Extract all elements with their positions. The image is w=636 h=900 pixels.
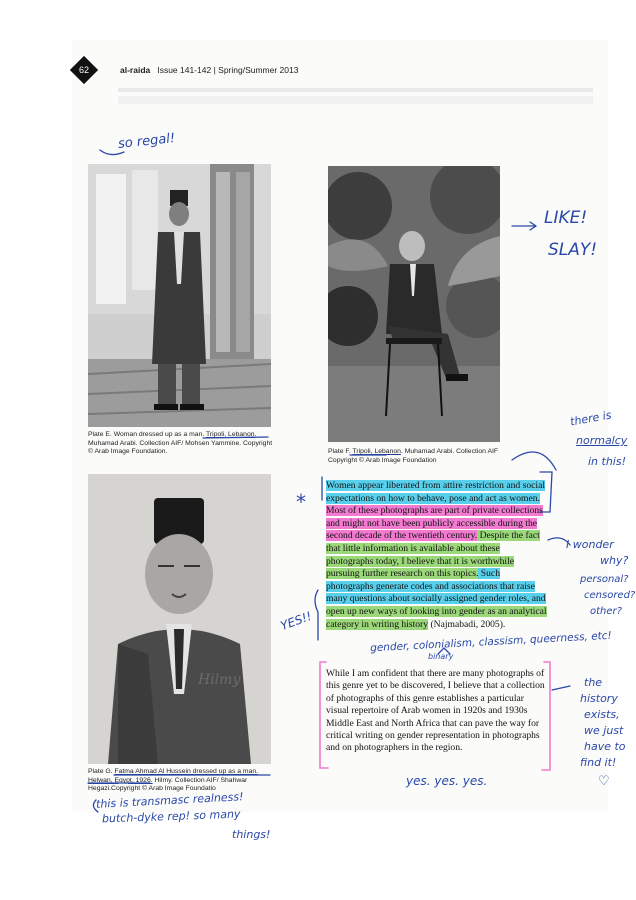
note-gender-list: gender, colonialism, classism, queerness, etc!	[369, 629, 613, 655]
note-yes: YES!!	[278, 608, 314, 634]
plate-g-photo	[88, 474, 271, 764]
note-slay: SLAY!	[548, 240, 598, 260]
note-history-5: have to	[584, 740, 626, 753]
note-normalcy-2: normalcy	[576, 434, 628, 447]
citation: (Najmabadi, 2005).	[428, 618, 506, 630]
plate-e-photo	[88, 164, 271, 427]
note-normalcy-3: in this!	[588, 455, 627, 468]
plate-f-caption-rest: . Muhamad Arabi. Collection AIF Copyright © Arab Image Foundation	[328, 448, 499, 464]
note-like: LIKE!	[544, 208, 588, 228]
note-wonder-5: other?	[590, 606, 622, 617]
body-paragraph-1	[326, 480, 548, 631]
issue-info: Issue 141-142 | Spring/Summer 2013	[157, 65, 299, 75]
note-transmasc-1: this is transmasc realness!	[95, 790, 244, 811]
plate-g-caption	[88, 768, 278, 794]
journal-title	[120, 65, 298, 75]
note-normalcy-1: there is	[569, 408, 613, 429]
plate-e-caption-place: Tripoli, Lebanon	[206, 431, 255, 438]
plate-g-caption-place: Fatma Ahmad Al Hussein dressed up as a man. Helwan, Egypt, 1926.	[88, 768, 259, 784]
note-so-regal: so regal!	[117, 131, 176, 152]
note-binary: binary	[428, 652, 454, 661]
highlight-green-2: open up new ways of looking into gender as an analytical category in writing history	[326, 605, 547, 630]
header-rule	[118, 88, 593, 92]
highlight-cyan-1: Women appear liberated from attire restriction and social expectations on how to behave, pose and act as women.	[326, 480, 545, 504]
body-paragraph-2: While I am confident that there are many photographs of this genre yet to be discovered, I believe that a collection of photographs of this genre establishes a particular visual repertoire of Arab women in 1920s and 1930s Middle East and North Africa that can pave the way for critical writing on gender representation in photographs and on photographers in the region.	[326, 668, 545, 754]
plate-e-caption	[88, 431, 278, 457]
note-transmasc-2: butch-dyke rep! so many	[101, 807, 241, 826]
note-star: *	[296, 490, 306, 514]
note-history-3: exists,	[584, 708, 620, 721]
svg-text:Hilmy: Hilmy	[198, 672, 241, 688]
journal-name: al-raida	[120, 65, 151, 75]
note-heart-icon: ♡	[598, 774, 610, 789]
highlight-magenta: Most of these photographs are part of private collections and might not have been publicly accessible during the second decade of the twentieth century.	[326, 505, 543, 542]
note-history-1: the	[584, 676, 603, 689]
note-wonder-3: personal?	[580, 574, 629, 585]
note-wonder-2: why?	[600, 554, 629, 567]
plate-e-caption-prefix: Plate E. Woman dressed up as a man.	[88, 431, 207, 438]
header-rule-faint	[118, 96, 593, 104]
running-header	[0, 0, 636, 90]
note-wonder-1: I wonder	[566, 538, 614, 551]
plate-f-photo	[328, 166, 500, 442]
note-transmasc-3: things!	[232, 828, 271, 841]
note-wonder-4: censored?	[584, 590, 636, 601]
highlight-cyan-2: Such photographs generate codes and associations that raise many questions about socially assigned gender roles, and	[326, 568, 546, 605]
plate-f-caption-place: Tripoli, Lebanon	[352, 448, 401, 455]
page-number: 62	[78, 65, 89, 75]
note-history-4: we just	[584, 724, 624, 737]
note-history-2: history	[580, 692, 618, 705]
note-yes-yes-yes: yes. yes. yes.	[406, 774, 488, 788]
plate-f-caption	[328, 448, 508, 465]
plate-g-caption-prefix: Plate G.	[88, 768, 115, 775]
note-history-6: find it!	[580, 756, 617, 769]
plate-g-caption-rest: Hilmy. Collection AIF/ Shahwar Hegazi.Copyright © Arab Image Foundatio	[88, 776, 248, 793]
plate-e-caption-rest: . Muhamad Arabi. Collection AIF/ Mohsen Yammine. Copyright © Arab Image Foundation.	[88, 431, 273, 456]
highlight-green-1: Despite the fact that little information is available about these photographs today, I believe that it is worthwhile pursuing further research on this topics.	[326, 530, 540, 580]
plate-f-caption-prefix: Plate F.	[328, 448, 353, 455]
